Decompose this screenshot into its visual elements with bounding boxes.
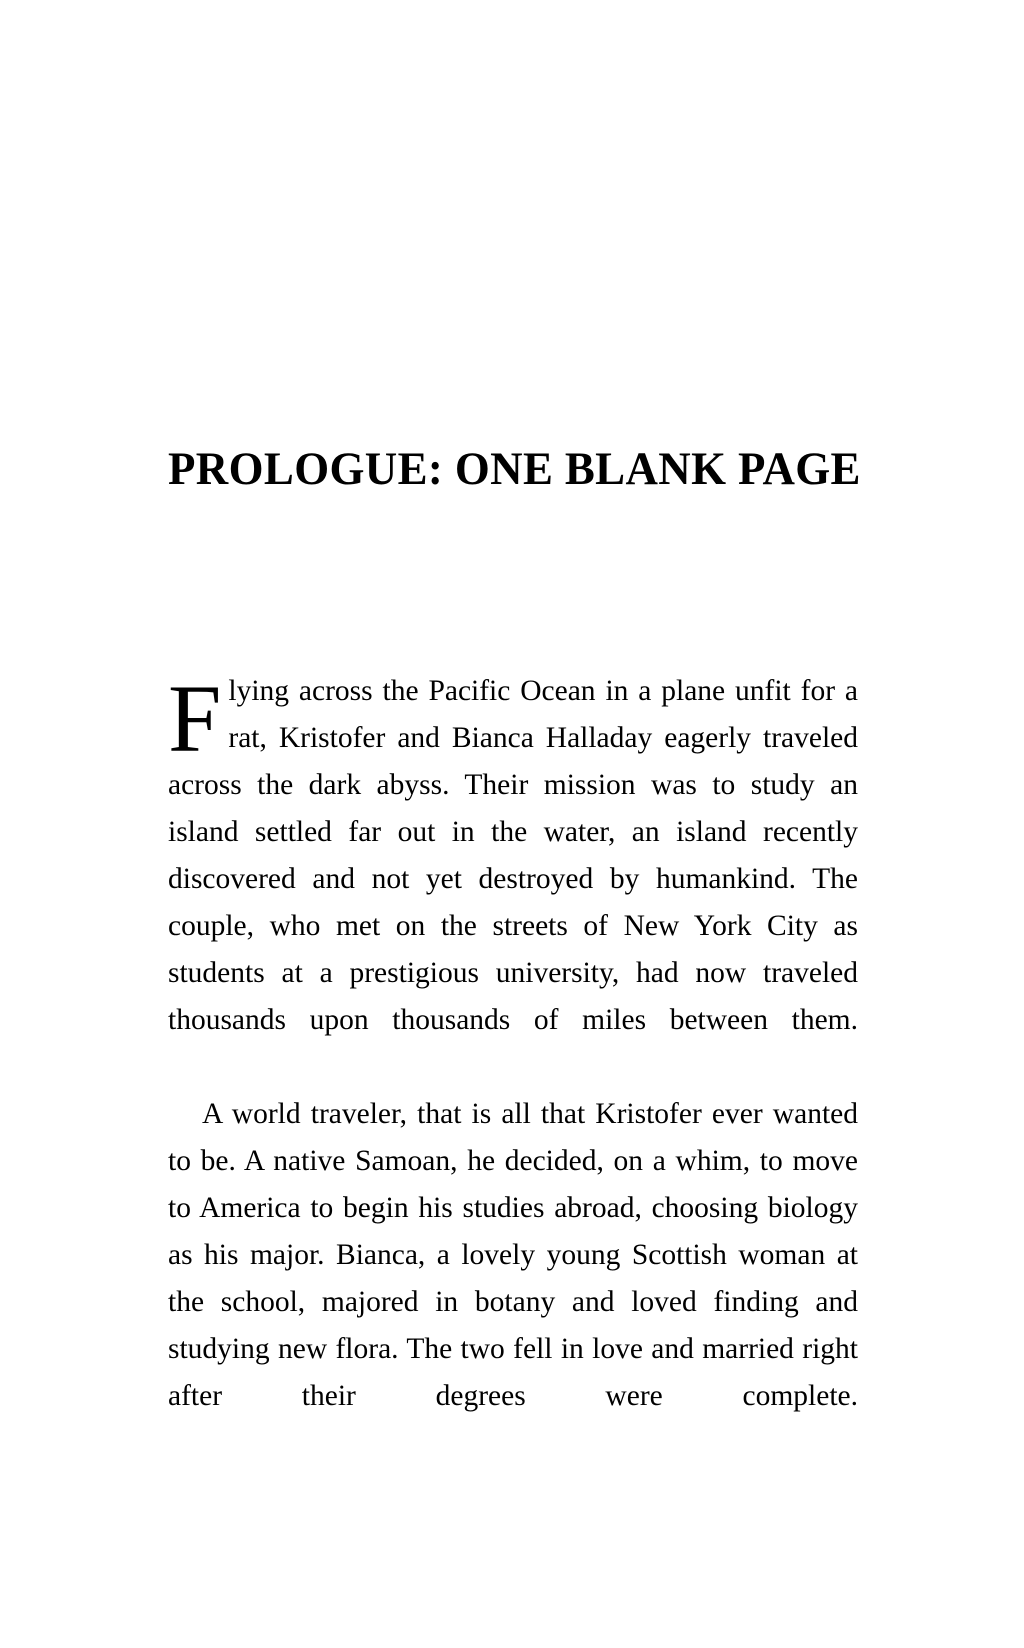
page-title: PROLOGUE: ONE BLANK PAGE — [168, 443, 861, 496]
paragraph-1 — [168, 665, 858, 1091]
drop-cap-letter: F — [168, 665, 222, 772]
paragraph-1-text: lying across the Pacific Ocean in a plane unfit for a rat, Kristofer and Bianca Halladay eagerly traveled across the dark abyss. Their mission was to study an island settled far out in the water, an island recently discovered and not yet destroyed by humankind. The couple, who met on the streets of New York City as students at a prestigious university, had now traveled thousands upon thousands of miles between them. — [168, 675, 858, 1036]
paragraph-2: A world traveler, that is all that Kristofer ever wanted to be. A native Samoan, he decided, on a whim, to move to America to begin his studies abroad, choosing biology as his major. Bianca, a lovely young Scottish woman at the school, majored in botany and loved finding and studying new flora. The two fell in love and married right after their degrees were complete. — [168, 1098, 858, 1412]
body-text-block — [168, 665, 858, 1467]
